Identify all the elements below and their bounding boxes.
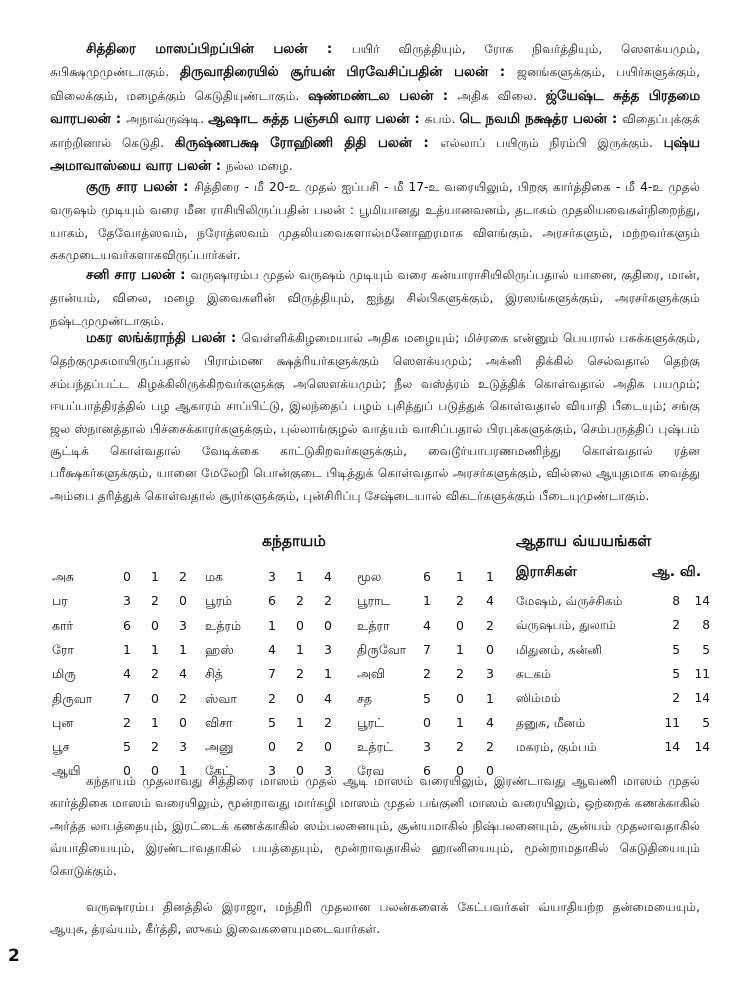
nakshatra-name: புன	[52, 714, 74, 730]
rasi-name: மிதுனம், கன்னி	[516, 642, 603, 657]
aya-vyaya-value: 14	[694, 594, 710, 608]
kandayam-value: 0	[324, 739, 332, 755]
kandayam-value: 1	[456, 714, 464, 730]
kandayam-value: 0	[151, 617, 159, 633]
nakshatra-name: கார்	[52, 617, 74, 633]
kandayam-row	[52, 687, 502, 711]
paragraph-text: நல்ல மழை.	[225, 159, 293, 174]
paragraph-text: சுபம்.	[424, 112, 460, 127]
kandayam-value: 6	[123, 617, 131, 633]
aya-vyaya-value: 2	[672, 618, 680, 633]
kandayam-value: 1	[151, 569, 159, 584]
kandayam-value: 2	[456, 739, 464, 755]
nakshatra-name: பூராட	[357, 593, 391, 609]
paragraph-text: ஜனங்களுக்கும், பயிர்களுக்கும், விலைக்கும், மழைக்கும் கெடுதியுண்டாகும்.	[50, 65, 700, 103]
kandayam-value: 1	[486, 569, 494, 584]
nakshatra-name: சித்	[205, 666, 223, 682]
paragraph-text: அநாவ்ருஷ்டி.	[126, 112, 209, 127]
kandayam-value: 0	[456, 690, 464, 706]
aya-vyaya-header-av: ஆ. வி.	[652, 564, 702, 580]
kandayam-row	[52, 589, 502, 613]
paragraph-kandayam-note	[50, 770, 700, 882]
kandayam-value: 0	[423, 714, 431, 730]
kandayam-value: 2	[179, 690, 187, 706]
rasi-name: தனுசு, மீனம்	[516, 715, 586, 730]
aya-vyaya-value: 5	[702, 715, 710, 730]
kandayam-value: 4	[324, 690, 332, 706]
paragraph-text: விதைப்புக்குக் காற்றினால் கெடுதி.	[50, 112, 700, 150]
kandayam-value: 3	[423, 739, 431, 755]
kandayam-row	[52, 662, 502, 686]
paragraph-makara-sankranti	[50, 327, 700, 507]
aya-vyaya-value: 11	[694, 666, 710, 681]
rasi-name: மேஷம், வ்ருச்சிகம்	[516, 594, 623, 608]
nakshatra-name: ஹஸ்	[205, 641, 234, 657]
section-heading: கிருஷ்ணபக்ஷ ரோஹிணி திதி பலன் :	[174, 135, 441, 151]
kandayam-value: 4	[324, 569, 332, 584]
kandayam-value: 0	[486, 641, 494, 657]
kandayam-value: 1	[486, 690, 494, 706]
kandayam-value: 2	[456, 593, 464, 609]
nakshatra-name: அசு	[52, 569, 75, 584]
nakshatra-name: உத்ரம்	[205, 617, 241, 633]
kandayam-value: 0	[296, 617, 304, 633]
kandayam-value: 4	[486, 593, 494, 609]
kandayam-value: 0	[123, 569, 131, 584]
nakshatra-name: அனு	[205, 739, 234, 755]
nakshatra-name: உத்ரா	[357, 617, 390, 633]
kandayam-value: 6	[423, 569, 431, 584]
kandayam-value: 0	[456, 617, 464, 633]
kandayam-value: 0	[324, 617, 332, 633]
kandayam-value: 2	[123, 714, 131, 730]
kandayam-value: 7	[268, 666, 276, 682]
section-heading: புஷ்ய அமாவாஸ்யை வார பலன் :	[50, 135, 701, 175]
rasi-name: வ்ருஷபம், துலாம்	[516, 618, 617, 633]
kandayam-value: 2	[423, 666, 431, 682]
kandayam-value: 0	[179, 593, 187, 609]
nakshatra-name: விசா	[205, 714, 233, 730]
kandayam-value: 4	[268, 641, 276, 657]
kandayam-value: 0	[123, 763, 131, 779]
aya-vyaya-header-rasi: இராசிகள்	[516, 564, 577, 580]
section-heading: ஆஷாட சுத்த பஞ்சமி வார பலன் :	[208, 112, 425, 128]
kandayam-value: 2	[179, 569, 187, 584]
kandayam-value: 0	[151, 690, 159, 706]
aya-vyaya-value: 5	[672, 642, 680, 657]
nakshatra-name: மூல	[357, 569, 382, 584]
kandayam-value: 3	[123, 593, 131, 609]
kandayam-title: கந்தாயம்	[262, 532, 326, 550]
aya-vyaya-row	[516, 589, 710, 613]
kandayam-value: 1	[296, 714, 304, 730]
nakshatra-name: சத	[357, 690, 373, 706]
section-heading: ஜ்யேஷ்ட சுத்த பிரதமை வாரபலன் :	[50, 88, 701, 128]
section-heading: மகர ஸங்க்ராந்தி பலன் :	[86, 331, 242, 346]
aya-vyaya-title: ஆதாய வ்யயங்கள்	[516, 532, 652, 550]
aya-vyaya-row	[516, 735, 710, 759]
nakshatra-name: பூரட்	[357, 714, 384, 730]
aya-vyaya-header	[516, 560, 706, 584]
kandayam-value: 0	[296, 763, 304, 779]
kandayam-value: 1	[123, 641, 131, 657]
kandayam-value: 2	[324, 593, 332, 609]
section-heading: சனி சார பலன் :	[86, 268, 191, 283]
kandayam-value: 3	[324, 763, 332, 779]
nakshatra-name: கேட்	[205, 763, 232, 779]
kandayam-value: 3	[486, 666, 494, 682]
kandayam-row	[52, 614, 502, 638]
kandayam-value: 3	[268, 569, 276, 584]
kandayam-value: 0	[486, 763, 494, 779]
kandayam-value: 6	[268, 593, 276, 609]
kandayam-value: 2	[486, 617, 494, 633]
section-heading: திருவாதிரையில் சூர்யன் பிரவேசிப்பதின் பலன் :	[180, 65, 517, 81]
nakshatra-name: ரேவ	[357, 763, 385, 779]
section-heading: ஷண்மண்டல பலன் :	[308, 88, 458, 104]
aya-vyaya-value: 5	[702, 642, 710, 657]
nakshatra-name: பர	[52, 593, 68, 609]
kandayam-value: 2	[151, 666, 159, 682]
paragraph-sani-sara	[50, 264, 700, 332]
kandayam-value: 1	[296, 641, 304, 657]
kandayam-value: 1	[151, 714, 159, 730]
aya-vyaya-value: 11	[664, 715, 680, 730]
kandayam-value: 1	[324, 666, 332, 682]
kandayam-value: 7	[123, 690, 131, 706]
aya-vyaya-row	[516, 662, 710, 686]
paragraph-text: எல்லாப் பயிரும் நிரம்பி இருக்கும்.	[440, 135, 664, 150]
section-heading: குரு சார பலன் :	[86, 180, 195, 195]
kandayam-value: 0	[151, 763, 159, 779]
kandayam-value: 2	[324, 714, 332, 730]
kandayam-value: 2	[151, 739, 159, 755]
kandayam-value: 5	[268, 714, 276, 730]
paragraph-text: வருஷாரம்ப தினத்தில் இராஜா, மந்திரி முதலான பலன்களைக் கேட்பவர்கள் வ்யாதியற்ற தன்மையையும், ஆயுசு, த்ரவ்யம், கீர்த்தி, ஸுகம் இவைகளையுமடைவார்கள்.	[50, 900, 700, 937]
kandayam-value: 2	[296, 593, 304, 609]
paragraph-text: பயிர் விருத்தியும், ரோக நிவர்த்தியும், ஸௌக்யமும், சுபிக்ஷமுமுண்டாகும்.	[50, 42, 700, 80]
kandayam-value: 4	[123, 666, 131, 682]
kandayam-value: 1	[179, 763, 187, 779]
rasi-name: மகரம், கும்பம்	[516, 739, 597, 754]
kandayam-value: 5	[123, 739, 131, 755]
kandayam-value: 1	[268, 617, 276, 633]
kandayam-value: 0	[179, 714, 187, 730]
kandayam-value: 1	[179, 641, 187, 657]
kandayam-value: 4	[423, 617, 431, 633]
paragraph-text: கந்தாயம் முதலாவது சித்திரை மாஸம் முதல் ஆடி மாஸம் வரையிலும், இரண்டாவது ஆவணி மாஸம் முதல் கார்த்திகை மாஸம் வரையிலும், மூன்றாவது மார்கழி மாஸம் முதல் பங்குனி மாஸம் வரையிலும், ஒற்றைக் கணக்காகில் அர்த்த லாபத்தையும், இரட்டைக் கணக்காகில் ஸம்பலனையும், சூன்யமாகில் நிஷ்பலனையும், சூன்யம் முதலாவதாகில் வ்யாதியையும், இரண்டாவதாகில் பயத்தையும், மூன்றாவதாகில் ஹானியையும், மூன்றாமதாகில் கெடுதியையும் கொடுக்கும்.	[50, 774, 700, 878]
kandayam-value: 2	[296, 666, 304, 682]
aya-vyaya-value: 14	[664, 739, 680, 754]
aya-vyaya-row	[516, 613, 710, 637]
paragraph-masa-palan	[50, 38, 700, 178]
kandayam-value: 0	[456, 763, 464, 779]
kandayam-row	[52, 638, 502, 662]
kandayam-value: 4	[486, 714, 494, 730]
aya-vyaya-value: 8	[702, 618, 710, 633]
kandayam-value: 1	[296, 569, 304, 584]
aya-vyaya-row	[516, 711, 710, 735]
nakshatra-name: உத்ரட்	[357, 739, 393, 755]
nakshatra-name: திருவோ	[357, 641, 407, 657]
nakshatra-name: மக	[205, 569, 224, 584]
kandayam-value: 1	[423, 593, 431, 609]
paragraph-guru-sara	[50, 176, 700, 267]
kandayam-row	[52, 711, 502, 735]
kandayam-value: 7	[423, 641, 431, 657]
paragraph-text: அதிக விலை.	[457, 88, 546, 103]
kandayam-row	[52, 735, 502, 759]
nakshatra-name: திருவா	[52, 690, 93, 706]
paragraph-text: வருஷாரம்ப முதல் வருஷம் முடியும் வரை கன்யாராசியிலிருப்பதால் யானை, குதிரை, மான், தான்யம், விலை, மழை இவைகளின் விருத்தியும், ஐந்து சில்பிகளுக்கும், இரஸங்களுக்கும், அரசர்களுக்கும் நஷ்டமுமுண்டாகும்.	[50, 268, 700, 328]
nakshatra-name: மிரு	[52, 666, 76, 682]
nakshatra-name: பூச	[52, 739, 70, 755]
kandayam-value: 3	[268, 763, 276, 779]
kandayam-value: 5	[423, 690, 431, 706]
section-heading: சித்திரை மாஸப்பிறப்பின் பலன் :	[86, 42, 352, 57]
kandayam-value: 0	[268, 739, 276, 755]
aya-vyaya-row	[516, 638, 710, 662]
kandayam-value: 6	[423, 763, 431, 779]
aya-vyaya-row	[516, 686, 710, 710]
page-number: 2	[8, 946, 20, 966]
kandayam-value: 1	[151, 641, 159, 657]
kandayam-value: 2	[268, 690, 276, 706]
aya-vyaya-value: 8	[672, 594, 680, 608]
kandayam-value: 1	[456, 569, 464, 584]
kandayam-value: 3	[179, 739, 187, 755]
rasi-name: ஸிம்மம்	[516, 691, 561, 706]
kandayam-value: 3	[324, 641, 332, 657]
section-heading: டெ நவமி நக்ஷத்ர பலன் :	[459, 112, 623, 128]
nakshatra-name: அவி	[357, 666, 386, 682]
kandayam-value: 4	[179, 666, 187, 682]
paragraph-varusharamba	[50, 896, 700, 941]
rasi-name: கடகம்	[516, 666, 552, 681]
aya-vyaya-value: 5	[672, 666, 680, 681]
kandayam-value: 1	[456, 641, 464, 657]
kandayam-row	[52, 565, 502, 589]
kandayam-value: 2	[151, 593, 159, 609]
nakshatra-name: பூரம்	[205, 593, 233, 609]
kandayam-value: 0	[296, 690, 304, 706]
paragraph-text: வெள்ளிக்கிழமையால் அதிக மழையும்; மிச்ரகை என்னும் பெயரால் பசுக்களுக்கும், தெற்குமுகமாயிருப்பதால் பிராம்மண க்ஷத்ரியர்களுக்கும் ஸௌக்யமும்; அக்னி திக்கில் செல்வதால் தெற்கு சம்பந்தப்பட்ட கிழக்கிலிருக்கிறவர்களுக்கு அஸௌக்யமும்; நீல வஸ்த்ரம் உடுத்திக் கொள்வதால் அதிக பயமும்; ஈயப்பாத்திரத்தில் பழ ஆகாரம் சாப்பிட்டு, இலந்தைப் பழம் புசித்துப் படுத்துக் கொள்வதால் வியாதி பீடையும்; சங்கு ஜல ஸ்நானத்தால் பிச்சைக்காரர்களுக்கும், புல்லாங்குழல் வாத்யம் வாசிப்பதால் பிரபுக்களுக்கும், செம்பருத்திப் புஷ்பம் சூட்டிக் கொள்வதால் வேடிக்கை காட்டுகிறவர்களுக்கும், வைடூர்யாபரணமணிந்து கொள்வதால் ரத்ன பரீக்ஷகர்களுக்கும், யானை மேலேறி பொன்குடை பிடித்துக் கொள்வதால் அரசர்களுக்கும், வில்லை ஆயுதமாக வைத்து அம்பை தரித்துக் கொள்வதால் சூரர்களுக்கும், புன்சிரிப்பு சேஷ்டையால் விகடர்களுக்கும் பீடையுமுண்டாகும்.	[50, 331, 701, 503]
nakshatra-name: ஆயி	[52, 763, 81, 779]
paragraph-text: சித்திரை - மீ 20-உ முதல் ஐப்பசி - மீ 17-உ வரையிலும், பிறகு கார்த்திகை - மீ 4-உ முதல் வருஷம் முடியும் வரை மீன ராசியிலிருப்பதின் பலன் : பூமியானது உத்யானவனம், தடாகம் முதலியவைகள்நிறைந்து, யாகம், தேவோத்ஸவம், நரோத்ஸவம் முதலியவைகளால்மனோஹரமாக விளங்கும். அரசர்களும், மற்றவர்களும் சுகமுடையவர்களாகவிருப்பார்கள்.	[50, 180, 700, 263]
kandayam-value: 3	[179, 617, 187, 633]
kandayam-value: 2	[296, 739, 304, 755]
aya-vyaya-value: 14	[694, 691, 710, 706]
kandayam-value: 2	[486, 739, 494, 755]
nakshatra-name: ரோ	[52, 641, 74, 657]
nakshatra-name: ஸ்வா	[205, 690, 237, 706]
aya-vyaya-value: 14	[694, 739, 710, 754]
kandayam-value: 2	[456, 666, 464, 682]
aya-vyaya-value: 2	[672, 691, 680, 706]
